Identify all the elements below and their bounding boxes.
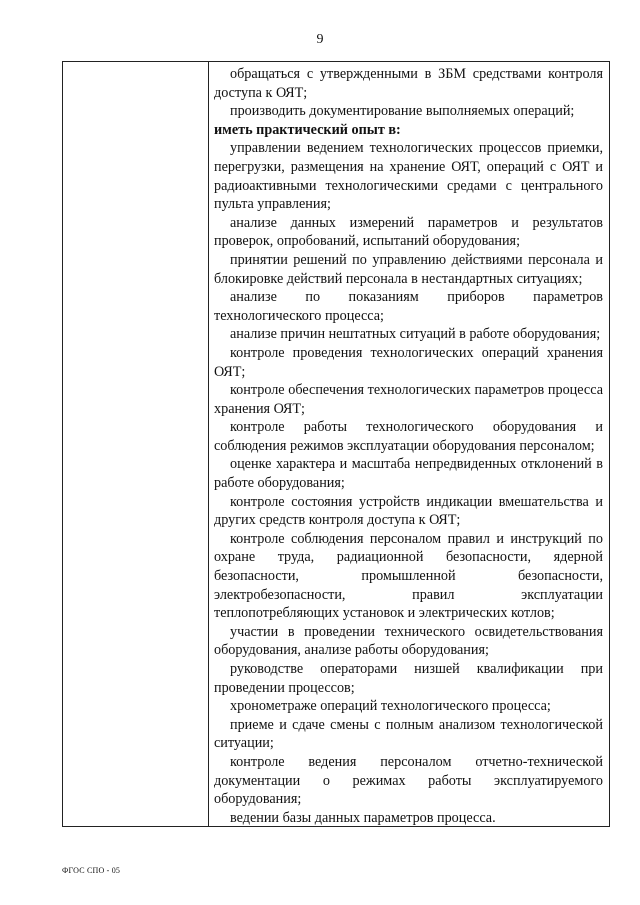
list-item: управлении ведением технологических процессов приемки, перегрузки, размещения на хранение ОЯТ, операций с ОЯТ и радиоактивными технологическими средами с центрального пульта управления; — [214, 140, 603, 213]
list-item: контроле работы технологического оборудования и соблюдения режимов эксплуатации оборудования персоналом; — [214, 419, 603, 454]
footer-label: ФГОС СПО - 05 — [62, 866, 121, 875]
list-item: обращаться с утвержденными в ЗБМ средствами контроля доступа к ОЯТ; — [214, 66, 603, 101]
table-right-column — [209, 62, 609, 826]
list-item: производить документирование выполняемых операций; — [230, 103, 575, 120]
list-item: контроле состояния устройств индикации вмешательства и других средств контроля доступа к ОЯТ; — [214, 493, 603, 529]
page-number: 9 — [316, 32, 324, 47]
list-item: контроле соблюдения персоналом правил и инструкций по охране труда, радиационной безопасности, ядерной безопасности, промышленной безопасности, электробезопасности, правил эксплуатации теплопотребляющих установок и электрических котлов; — [214, 530, 603, 622]
list-item: участии в проведении технического освидетельствования оборудования, анализе работы оборудования; — [214, 623, 603, 659]
list-item: контроле ведения персоналом отчетно-технической документации о режимах работы эксплуатируемого оборудования; — [214, 753, 603, 808]
list-item: анализе причин нештатных ситуаций в работе оборудования; — [230, 326, 601, 343]
list-item: руководстве операторами низшей квалификации при проведении процессов; — [214, 661, 603, 696]
table-left-column — [63, 62, 209, 826]
list-item: принятии решений по управлению действиями персонала и блокировке действий персонала в нестандартных ситуациях; — [214, 251, 603, 287]
list-item: оценке характера и масштаба непредвиденных отклонений в работе оборудования; — [214, 456, 603, 492]
list-item: анализе данных измерений параметров и результатов проверок, опробований, испытаний оборудования; — [214, 214, 603, 250]
list-item: приеме и сдаче смены с полным анализом технологической ситуации; — [214, 716, 603, 752]
list-item: контроле обеспечения технологических параметров процесса хранения ОЯТ; — [214, 382, 603, 417]
list-item: хронометраже операций технологического процесса; — [230, 698, 551, 715]
document-table — [62, 61, 610, 827]
list-item: ведении базы данных параметров процесса. — [230, 809, 496, 826]
list-item: анализе по показаниям приборов параметров технологического процесса; — [214, 289, 603, 324]
section-heading: иметь практический опыт в: — [214, 121, 401, 138]
list-item: контроле проведения технологических операций хранения ОЯТ; — [214, 344, 603, 380]
